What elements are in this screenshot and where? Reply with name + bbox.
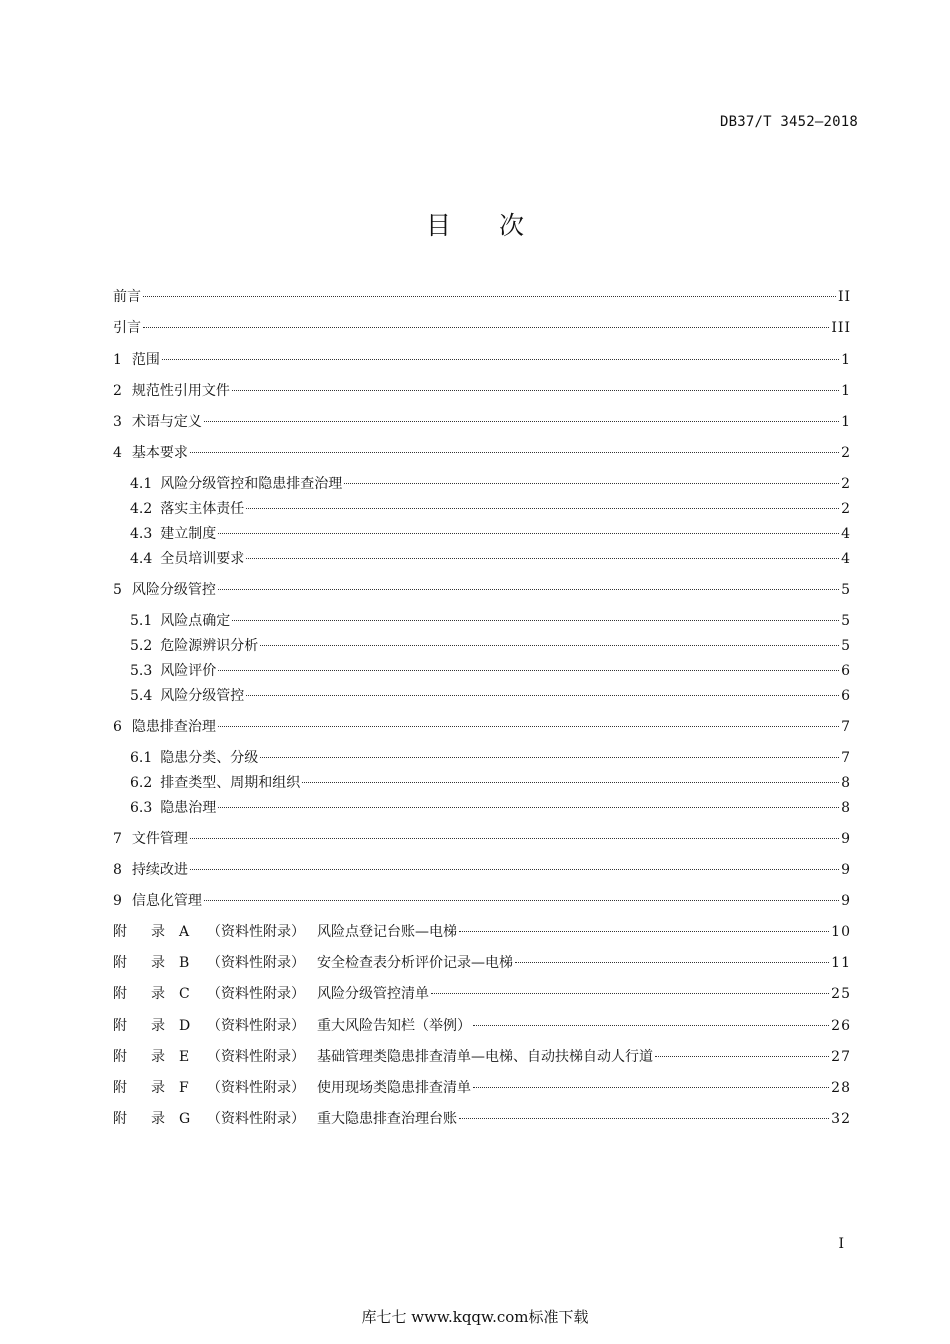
appendix-word-lu: 录 <box>151 924 165 940</box>
toc-label: 风险分级管控 <box>131 582 216 598</box>
dot-leader <box>190 838 839 839</box>
appendix-letter: B <box>179 955 190 971</box>
toc-entry-5-2[interactable] <box>130 635 851 657</box>
toc-label: 重大风险告知栏（举例） <box>317 1018 471 1034</box>
toc-number: 5.2 <box>130 638 153 654</box>
toc-page: 27 <box>831 1049 851 1065</box>
dot-leader <box>246 695 839 696</box>
appendix-word-lu: 录 <box>151 1111 165 1127</box>
dot-leader <box>204 900 839 901</box>
toc-number: 6.1 <box>130 750 153 766</box>
toc-appendix-d[interactable] <box>113 1015 851 1037</box>
appendix-word-fu: 附 <box>113 986 127 1002</box>
page-number: I <box>838 1236 844 1252</box>
dot-leader <box>190 452 839 453</box>
table-of-contents <box>113 0 851 1344</box>
toc-number: 4.1 <box>130 476 153 492</box>
toc-label: 落实主体责任 <box>160 501 245 517</box>
dot-leader <box>246 558 839 559</box>
toc-appendix-c[interactable] <box>113 983 851 1005</box>
toc-page: 2 <box>841 501 851 517</box>
toc-entry-4-4[interactable] <box>130 548 851 570</box>
toc-label: 隐患排查治理 <box>131 719 216 735</box>
toc-page: 2 <box>841 476 851 492</box>
dot-leader <box>655 1056 829 1057</box>
appendix-word-lu: 录 <box>151 986 165 1002</box>
toc-page: 1 <box>841 414 851 430</box>
appendix-word-fu: 附 <box>113 955 127 971</box>
dot-leader <box>143 327 829 328</box>
toc-label: 文件管理 <box>131 831 188 847</box>
dot-leader <box>246 508 839 509</box>
toc-label: 术语与定义 <box>131 414 202 430</box>
toc-entry-intro[interactable] <box>113 317 851 339</box>
toc-page: II <box>837 289 851 305</box>
toc-page: 9 <box>841 831 851 847</box>
toc-appendix-e[interactable] <box>113 1046 851 1068</box>
toc-number: 3 <box>113 414 122 430</box>
appendix-letter: F <box>179 1080 189 1096</box>
toc-number: 6 <box>113 719 122 735</box>
toc-number: 5.1 <box>130 613 153 629</box>
toc-label: 规范性引用文件 <box>131 383 230 399</box>
toc-appendix-a[interactable] <box>113 921 851 943</box>
appendix-tag: （资料性附录） <box>207 1080 305 1096</box>
dot-leader <box>515 962 829 963</box>
toc-entry-4-2[interactable] <box>130 498 851 520</box>
toc-page: 9 <box>841 862 851 878</box>
toc-number: 5 <box>113 582 122 598</box>
appendix-word-lu: 录 <box>151 1018 165 1034</box>
appendix-tag: （资料性附录） <box>207 986 305 1002</box>
appendix-letter: E <box>179 1049 190 1065</box>
dot-leader <box>473 1087 829 1088</box>
appendix-letter: C <box>179 986 190 1002</box>
appendix-tag: （资料性附录） <box>207 1018 305 1034</box>
toc-entry-5-1[interactable] <box>130 610 851 632</box>
appendix-tag: （资料性附录） <box>207 955 305 971</box>
appendix-word-lu: 录 <box>151 1080 165 1096</box>
toc-entry-preface[interactable] <box>113 286 851 308</box>
toc-label: 建立制度 <box>160 526 217 542</box>
toc-entry-4-1[interactable] <box>130 473 851 495</box>
dot-leader <box>190 869 839 870</box>
toc-number: 5.3 <box>130 663 153 679</box>
toc-label: 信息化管理 <box>131 893 202 909</box>
toc-label: 持续改进 <box>131 862 188 878</box>
toc-page: 1 <box>841 352 851 368</box>
toc-page: 5 <box>841 613 851 629</box>
toc-label: 安全检查表分析评价记录—电梯 <box>317 955 513 971</box>
toc-label: 风险点确定 <box>160 613 231 629</box>
toc-label: 风险分级管控 <box>160 688 245 704</box>
toc-page: 7 <box>841 719 851 735</box>
toc-label: 风险点登记台账—电梯 <box>317 924 457 940</box>
toc-label: 使用现场类隐患排查清单 <box>317 1080 471 1096</box>
toc-page: 25 <box>831 986 851 1002</box>
dot-leader <box>260 645 839 646</box>
appendix-word-lu: 录 <box>151 1049 165 1065</box>
toc-label: 范围 <box>131 352 160 368</box>
toc-label: 重大隐患排查治理台账 <box>317 1111 457 1127</box>
toc-page: 11 <box>831 955 851 971</box>
toc-entry-6[interactable] <box>113 716 851 738</box>
toc-page: 32 <box>831 1111 851 1127</box>
appendix-word-fu: 附 <box>113 1111 127 1127</box>
toc-number: 6.2 <box>130 775 153 791</box>
dot-leader <box>232 390 839 391</box>
toc-entry-7[interactable] <box>113 828 851 850</box>
toc-entry-4[interactable] <box>113 442 851 464</box>
appendix-letter: G <box>179 1111 191 1127</box>
toc-label: 危险源辨识分析 <box>160 638 259 654</box>
dot-leader <box>260 757 839 758</box>
toc-label: 风险评价 <box>160 663 217 679</box>
toc-page: 9 <box>841 893 851 909</box>
toc-page: 4 <box>841 551 851 567</box>
dot-leader <box>218 726 839 727</box>
document-code: DB37/T 3452—2018 <box>719 114 858 130</box>
appendix-word-fu: 附 <box>113 1049 127 1065</box>
toc-entry-6-3[interactable] <box>130 797 851 819</box>
toc-number: 4.4 <box>130 551 153 567</box>
toc-entry-5-4[interactable] <box>130 685 851 707</box>
toc-page: 10 <box>831 924 851 940</box>
toc-label: 隐患治理 <box>160 800 217 816</box>
toc-entry-5[interactable] <box>113 579 851 601</box>
toc-label: 隐患分类、分级 <box>160 750 259 766</box>
toc-label: 风险分级管控和隐患排查治理 <box>160 476 343 492</box>
toc-page: 8 <box>841 775 851 791</box>
dot-leader <box>143 296 836 297</box>
toc-entry-3[interactable] <box>113 411 851 433</box>
toc-page: 5 <box>841 638 851 654</box>
toc-page: 1 <box>841 383 851 399</box>
toc-label: 基本要求 <box>131 445 188 461</box>
toc-label: 引言 <box>113 320 141 336</box>
dot-leader <box>232 620 839 621</box>
footer-watermark: 库七七 www.kqqw.com标准下载 <box>361 1308 589 1326</box>
dot-leader <box>473 1025 829 1026</box>
appendix-word-fu: 附 <box>113 1018 127 1034</box>
dot-leader <box>344 483 839 484</box>
toc-entry-6-1[interactable] <box>130 747 851 769</box>
toc-entry-9[interactable] <box>113 890 851 912</box>
dot-leader <box>204 421 839 422</box>
dot-leader <box>218 533 839 534</box>
toc-number: 5.4 <box>130 688 153 704</box>
toc-number: 9 <box>113 893 122 909</box>
dot-leader <box>302 782 839 783</box>
toc-page: 7 <box>841 750 851 766</box>
appendix-word-fu: 附 <box>113 924 127 940</box>
title-char-1: 目 <box>425 211 451 240</box>
toc-page: III <box>831 320 851 336</box>
toc-number: 8 <box>113 862 122 878</box>
toc-page: 8 <box>841 800 851 816</box>
toc-number: 7 <box>113 831 122 847</box>
toc-label: 基础管理类隐患排查清单—电梯、自动扶梯自动人行道 <box>317 1049 653 1065</box>
toc-page: 4 <box>841 526 851 542</box>
toc-appendix-f[interactable] <box>113 1077 851 1099</box>
title-char-2: 次 <box>499 211 525 240</box>
toc-appendix-b[interactable] <box>113 952 851 974</box>
appendix-letter: D <box>179 1018 191 1034</box>
toc-label: 风险分级管控清单 <box>317 986 429 1002</box>
dot-leader <box>218 670 839 671</box>
appendix-letter: A <box>179 924 190 940</box>
appendix-tag: （资料性附录） <box>207 1111 305 1127</box>
toc-entry-8[interactable] <box>113 859 851 881</box>
toc-number: 4 <box>113 445 122 461</box>
toc-page: 6 <box>841 688 851 704</box>
toc-number: 6.3 <box>130 800 153 816</box>
appendix-tag: （资料性附录） <box>207 924 305 940</box>
toc-label: 排查类型、周期和组织 <box>160 775 301 791</box>
toc-appendix-g[interactable] <box>113 1108 851 1130</box>
toc-entry-6-2[interactable] <box>130 772 851 794</box>
toc-number: 4.2 <box>130 501 153 517</box>
dot-leader <box>431 993 829 994</box>
appendix-word-fu: 附 <box>113 1080 127 1096</box>
toc-entry-4-3[interactable] <box>130 523 851 545</box>
dot-leader <box>218 807 839 808</box>
appendix-word-lu: 录 <box>151 955 165 971</box>
toc-page: 26 <box>831 1018 851 1034</box>
dot-leader <box>459 931 829 932</box>
toc-label: 前言 <box>113 289 141 305</box>
toc-page: 6 <box>841 663 851 679</box>
toc-page: 28 <box>831 1080 851 1096</box>
appendix-tag: （资料性附录） <box>207 1049 305 1065</box>
toc-entry-1[interactable] <box>113 349 851 371</box>
toc-page: 2 <box>841 445 851 461</box>
toc-number: 4.3 <box>130 526 153 542</box>
dot-leader <box>218 589 839 590</box>
dot-leader <box>162 359 839 360</box>
toc-entry-5-3[interactable] <box>130 660 851 682</box>
toc-number: 2 <box>113 383 122 399</box>
toc-label: 全员培训要求 <box>160 551 245 567</box>
dot-leader <box>459 1118 829 1119</box>
toc-number: 1 <box>113 352 122 368</box>
toc-page: 5 <box>841 582 851 598</box>
toc-entry-2[interactable] <box>113 380 851 402</box>
